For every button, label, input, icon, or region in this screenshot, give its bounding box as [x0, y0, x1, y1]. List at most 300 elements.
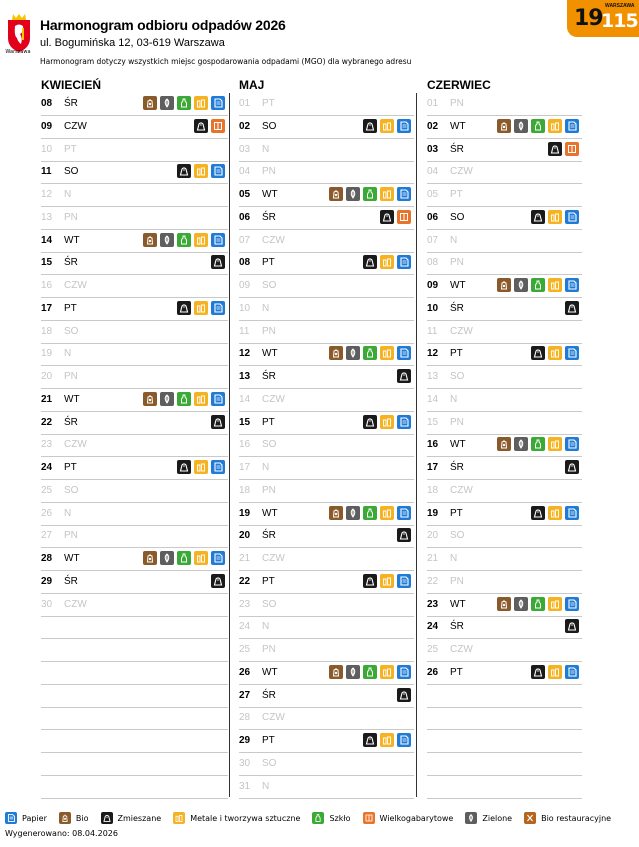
- weekday: WT: [64, 553, 80, 564]
- weekday: CZW: [450, 644, 473, 655]
- day-row: [239, 662, 414, 685]
- weekday: PT: [450, 189, 463, 200]
- warsaw-coat-of-arms-logo: [4, 12, 34, 54]
- metals-plastics-icon: [173, 812, 185, 824]
- day-row: [427, 548, 582, 571]
- month-name: CZERWIEC: [427, 78, 491, 92]
- day-row: [239, 434, 414, 457]
- weekday: SO: [64, 166, 79, 178]
- weekday: WT: [450, 598, 466, 610]
- collection-icons: [531, 665, 579, 679]
- collection-icons: [329, 346, 411, 360]
- day-number: 05: [427, 189, 439, 200]
- empty-row: [427, 753, 582, 776]
- day-number: 27: [41, 530, 53, 542]
- day-row: [239, 571, 414, 594]
- day-row: [41, 457, 228, 480]
- day-row: [427, 480, 582, 503]
- metals-plastics-icon: [194, 392, 208, 406]
- day-row: [41, 594, 228, 617]
- bulky-waste-icon: [363, 812, 375, 824]
- day-number: 17: [239, 462, 251, 473]
- metals-plastics-icon: [194, 164, 208, 178]
- day-number: 19: [239, 507, 251, 519]
- weekday: ŚR: [262, 371, 276, 382]
- weekday: CZW: [262, 553, 285, 564]
- weekday: SO: [262, 120, 277, 132]
- green-waste-icon: [160, 551, 174, 565]
- weekday: PT: [262, 735, 275, 746]
- day-number: 15: [41, 257, 53, 269]
- day-row: [239, 457, 414, 480]
- weekday: PN: [262, 166, 276, 178]
- collection-icons: [380, 210, 411, 224]
- metals-plastics-icon: [194, 301, 208, 315]
- day-number: 02: [427, 120, 439, 132]
- green-waste-icon: [346, 187, 360, 201]
- green-waste-icon: [160, 392, 174, 406]
- paper-icon: [565, 506, 579, 520]
- day-number: 19: [427, 507, 439, 519]
- restaurant-bio-icon: [524, 812, 536, 824]
- weekday: PN: [64, 371, 78, 382]
- paper-icon: [565, 346, 579, 360]
- green-waste-icon: [465, 812, 477, 824]
- day-number: 24: [427, 621, 439, 633]
- glass-icon: [177, 96, 191, 110]
- paper-icon: [397, 506, 411, 520]
- bio-icon: [497, 119, 511, 133]
- hotline-19115-badge[interactable]: [567, 0, 639, 37]
- glass-icon: [363, 187, 377, 201]
- paper-icon: [211, 233, 225, 247]
- day-row: [427, 93, 582, 116]
- weekday: ŚR: [450, 302, 464, 314]
- collection-icons: [329, 506, 411, 520]
- day-row: [239, 321, 414, 344]
- legend-item-zmieszane: [101, 812, 162, 824]
- weekday: WT: [262, 507, 278, 519]
- day-number: 25: [239, 644, 251, 655]
- mixed-waste-icon: [397, 369, 411, 383]
- day-number: 29: [239, 735, 251, 746]
- metals-plastics-icon: [380, 665, 394, 679]
- day-row: [239, 389, 414, 412]
- weekday: SO: [64, 325, 79, 337]
- weekday: PN: [64, 530, 78, 542]
- collection-icons: [531, 506, 579, 520]
- day-number: 01: [239, 98, 251, 109]
- paper-icon: [211, 301, 225, 315]
- day-number: 08: [41, 98, 53, 109]
- bio-icon: [329, 506, 343, 520]
- weekday: PN: [450, 416, 464, 428]
- day-number: 06: [239, 211, 251, 223]
- empty-row: [41, 753, 228, 776]
- paper-icon: [211, 460, 225, 474]
- collection-icons: [531, 346, 579, 360]
- day-row: [239, 116, 414, 139]
- bio-icon: [497, 437, 511, 451]
- weekday: N: [450, 234, 458, 246]
- day-number: 04: [239, 166, 251, 178]
- weekday: PN: [450, 98, 464, 109]
- day-row: [239, 753, 414, 776]
- glass-icon: [177, 551, 191, 565]
- metals-plastics-icon: [548, 210, 562, 224]
- paper-icon: [5, 812, 17, 824]
- legend-label: Papier: [22, 813, 47, 823]
- day-number: 08: [427, 257, 439, 269]
- paper-icon: [397, 187, 411, 201]
- metals-plastics-icon: [548, 665, 562, 679]
- legend-item-bio: [59, 812, 89, 824]
- day-number: 03: [239, 143, 251, 155]
- day-row: [41, 161, 228, 184]
- day-row: [427, 525, 582, 548]
- collection-icons: [363, 415, 411, 429]
- day-row: [427, 116, 582, 139]
- day-row: [239, 480, 414, 503]
- weekday: N: [262, 780, 270, 792]
- day-number: 11: [41, 166, 52, 178]
- day-number: 13: [427, 371, 439, 382]
- weekday: N: [262, 462, 270, 473]
- day-number: 11: [239, 325, 250, 337]
- day-row: [427, 139, 582, 162]
- mixed-waste-icon: [363, 255, 377, 269]
- metals-plastics-icon: [548, 346, 562, 360]
- day-number: 23: [427, 598, 439, 610]
- address-text: ul. Bogumińska 12, 03-619 Warszawa: [40, 37, 225, 49]
- day-row: [427, 616, 582, 639]
- legend-item-metale: [173, 812, 300, 824]
- weekday: N: [450, 553, 458, 564]
- paper-icon: [211, 392, 225, 406]
- day-number: 21: [427, 553, 439, 564]
- bulky-waste-icon: [211, 119, 225, 133]
- glass-icon: [531, 437, 545, 451]
- mixed-waste-icon: [397, 688, 411, 702]
- weekday: ŚR: [64, 257, 78, 269]
- legend: [5, 812, 635, 824]
- weekday: WT: [450, 280, 466, 291]
- column-divider: [416, 93, 417, 797]
- day-number: 13: [239, 371, 251, 382]
- day-row: [41, 321, 228, 344]
- month-name: MAJ: [239, 78, 265, 92]
- metals-plastics-icon: [194, 96, 208, 110]
- weekday: CZW: [262, 393, 285, 405]
- weekday: SO: [450, 530, 465, 542]
- weekday: WT: [64, 234, 80, 246]
- mixed-waste-icon: [177, 164, 191, 178]
- mixed-waste-icon: [363, 415, 377, 429]
- day-number: 10: [239, 302, 251, 314]
- weekday: N: [64, 507, 72, 519]
- day-number: 26: [41, 507, 53, 519]
- day-number: 16: [427, 439, 439, 451]
- paper-icon: [565, 437, 579, 451]
- legend-label: Bio restauracyjne: [541, 813, 612, 823]
- badge-number-left: 19: [574, 6, 603, 31]
- day-row: [239, 139, 414, 162]
- day-row: [427, 161, 582, 184]
- weekday: ŚR: [262, 530, 276, 542]
- mixed-waste-icon: [380, 210, 394, 224]
- paper-icon: [397, 255, 411, 269]
- day-number: 19: [41, 348, 53, 360]
- weekday: SO: [262, 439, 277, 451]
- day-row: [427, 321, 582, 344]
- weekday: CZW: [64, 439, 87, 451]
- day-number: 22: [239, 575, 251, 587]
- day-row: [427, 457, 582, 480]
- metals-plastics-icon: [548, 506, 562, 520]
- day-row: [239, 184, 414, 207]
- metals-plastics-icon: [380, 506, 394, 520]
- day-number: 11: [427, 325, 438, 337]
- metals-plastics-icon: [380, 119, 394, 133]
- day-row: [239, 776, 414, 799]
- badge-number-right: 115: [601, 10, 638, 32]
- day-row: [427, 434, 582, 457]
- weekday: ŚR: [64, 416, 78, 428]
- legend-label: Bio: [75, 813, 89, 823]
- day-row: [427, 252, 582, 275]
- metals-plastics-icon: [548, 278, 562, 292]
- bio-icon: [329, 665, 343, 679]
- day-row: [427, 275, 582, 298]
- day-number: 26: [239, 666, 251, 678]
- day-number: 12: [427, 348, 439, 360]
- day-number: 26: [427, 666, 439, 678]
- weekday: PN: [262, 484, 276, 496]
- schedule-grid: [0, 75, 639, 797]
- day-number: 24: [239, 621, 251, 633]
- legend-item-szklo: [312, 812, 350, 824]
- day-row: [41, 230, 228, 253]
- day-row: [239, 343, 414, 366]
- empty-row: [41, 685, 228, 708]
- weekday: ŚR: [64, 98, 78, 109]
- weekday: ŚR: [450, 143, 464, 155]
- collection-icons: [363, 255, 411, 269]
- mixed-waste-icon: [363, 119, 377, 133]
- weekday: N: [262, 621, 270, 633]
- green-waste-icon: [514, 597, 528, 611]
- collection-icons: [363, 574, 411, 588]
- day-number: 10: [427, 302, 439, 314]
- weekday: N: [64, 348, 72, 360]
- day-row: [239, 275, 414, 298]
- metals-plastics-icon: [380, 187, 394, 201]
- mixed-waste-icon: [565, 460, 579, 474]
- collection-icons: [177, 301, 225, 315]
- metals-plastics-icon: [548, 437, 562, 451]
- day-number: 28: [239, 712, 251, 724]
- weekday: WT: [262, 666, 278, 678]
- weekday: N: [64, 189, 72, 200]
- day-row: [427, 503, 582, 526]
- day-row: [41, 252, 228, 275]
- day-row: [427, 662, 582, 685]
- day-row: [239, 639, 414, 662]
- day-number: 22: [427, 575, 439, 587]
- logo-caption: Warszawa: [5, 49, 31, 55]
- weekday: PT: [64, 302, 77, 314]
- day-number: 07: [239, 234, 251, 246]
- day-number: 23: [41, 439, 53, 451]
- weekday: SO: [450, 371, 465, 382]
- bulky-waste-icon: [397, 210, 411, 224]
- day-row: [239, 730, 414, 753]
- empty-row: [427, 685, 582, 708]
- metals-plastics-icon: [380, 733, 394, 747]
- day-row: [427, 207, 582, 230]
- glass-icon: [363, 506, 377, 520]
- day-number: 16: [239, 439, 251, 451]
- day-number: 09: [427, 280, 439, 291]
- collection-icons: [497, 278, 579, 292]
- day-row: [239, 93, 414, 116]
- day-number: 21: [239, 553, 251, 564]
- bio-icon: [143, 392, 157, 406]
- metals-plastics-icon: [194, 551, 208, 565]
- day-row: [41, 139, 228, 162]
- legend-item-wielko: [363, 812, 454, 824]
- day-number: 15: [427, 416, 439, 428]
- collection-icons: [497, 119, 579, 133]
- paper-icon: [565, 119, 579, 133]
- day-number: 25: [427, 644, 439, 655]
- weekday: PT: [450, 507, 463, 519]
- day-row: [239, 685, 414, 708]
- legend-label: Zmieszane: [117, 813, 162, 823]
- day-number: 20: [427, 530, 439, 542]
- day-number: 13: [41, 211, 53, 223]
- day-number: 03: [427, 143, 439, 155]
- mixed-waste-icon: [531, 665, 545, 679]
- paper-icon: [397, 574, 411, 588]
- paper-icon: [397, 346, 411, 360]
- glass-icon: [177, 392, 191, 406]
- day-row: [239, 616, 414, 639]
- page-subtitle: Harmonogram dotyczy wszystkich miejsc gospodarowania odpadami (MGO) dla wybranego adresu: [40, 57, 412, 66]
- day-row: [239, 707, 414, 730]
- day-number: 16: [41, 280, 53, 291]
- paper-icon: [565, 210, 579, 224]
- day-number: 06: [427, 211, 439, 223]
- weekday: CZW: [450, 166, 473, 178]
- collection-icons: [565, 460, 579, 474]
- weekday: SO: [450, 211, 465, 223]
- day-number: 01: [427, 98, 439, 109]
- day-row: [239, 548, 414, 571]
- bio-icon: [59, 812, 71, 824]
- day-number: 04: [427, 166, 439, 178]
- mixed-waste-icon: [211, 574, 225, 588]
- metals-plastics-icon: [380, 574, 394, 588]
- day-row: [239, 503, 414, 526]
- weekday: PN: [450, 257, 464, 269]
- mixed-waste-icon: [531, 210, 545, 224]
- day-row: [427, 571, 582, 594]
- paper-icon: [211, 96, 225, 110]
- mixed-waste-icon: [177, 460, 191, 474]
- paper-icon: [397, 665, 411, 679]
- day-row: [427, 343, 582, 366]
- day-number: 23: [239, 598, 251, 610]
- empty-row: [427, 776, 582, 799]
- mixed-waste-icon: [363, 574, 377, 588]
- legend-label: Zielone: [482, 813, 513, 823]
- day-number: 14: [427, 393, 439, 405]
- collection-icons: [329, 187, 411, 201]
- paper-icon: [211, 164, 225, 178]
- metals-plastics-icon: [194, 233, 208, 247]
- weekday: ŚR: [64, 575, 78, 587]
- weekday: WT: [64, 393, 80, 405]
- mixed-waste-icon: [531, 506, 545, 520]
- weekday: SO: [262, 598, 277, 610]
- day-row: [239, 366, 414, 389]
- paper-icon: [397, 415, 411, 429]
- day-row: [427, 184, 582, 207]
- weekday: CZW: [64, 120, 87, 132]
- day-number: 30: [239, 757, 251, 769]
- weekday: ŚR: [450, 621, 464, 633]
- collection-icons: [565, 301, 579, 315]
- collection-icons: [211, 415, 225, 429]
- green-waste-icon: [514, 119, 528, 133]
- day-row: [427, 594, 582, 617]
- mixed-waste-icon: [565, 301, 579, 315]
- weekday: PT: [262, 98, 275, 109]
- collection-icons: [363, 733, 411, 747]
- empty-row: [41, 639, 228, 662]
- day-number: 12: [41, 189, 53, 200]
- day-row: [427, 639, 582, 662]
- mixed-waste-icon: [363, 733, 377, 747]
- day-row: [427, 412, 582, 435]
- weekday: PT: [450, 666, 463, 678]
- mixed-waste-icon: [211, 415, 225, 429]
- mixed-waste-icon: [194, 119, 208, 133]
- green-waste-icon: [346, 346, 360, 360]
- day-row: [239, 298, 414, 321]
- day-row: [41, 116, 228, 139]
- day-row: [41, 298, 228, 321]
- day-row: [41, 480, 228, 503]
- day-row: [41, 412, 228, 435]
- column-divider: [229, 93, 230, 797]
- day-number: 28: [41, 553, 53, 564]
- day-number: 18: [239, 484, 251, 496]
- day-number: 22: [41, 416, 53, 428]
- green-waste-icon: [514, 437, 528, 451]
- day-number: 18: [427, 484, 439, 496]
- day-number: 31: [239, 780, 251, 792]
- bio-icon: [143, 96, 157, 110]
- collection-icons: [143, 392, 225, 406]
- collection-icons: [143, 96, 225, 110]
- paper-icon: [397, 119, 411, 133]
- weekday: CZW: [450, 484, 473, 496]
- bio-icon: [329, 187, 343, 201]
- weekday: N: [262, 143, 270, 155]
- bio-icon: [329, 346, 343, 360]
